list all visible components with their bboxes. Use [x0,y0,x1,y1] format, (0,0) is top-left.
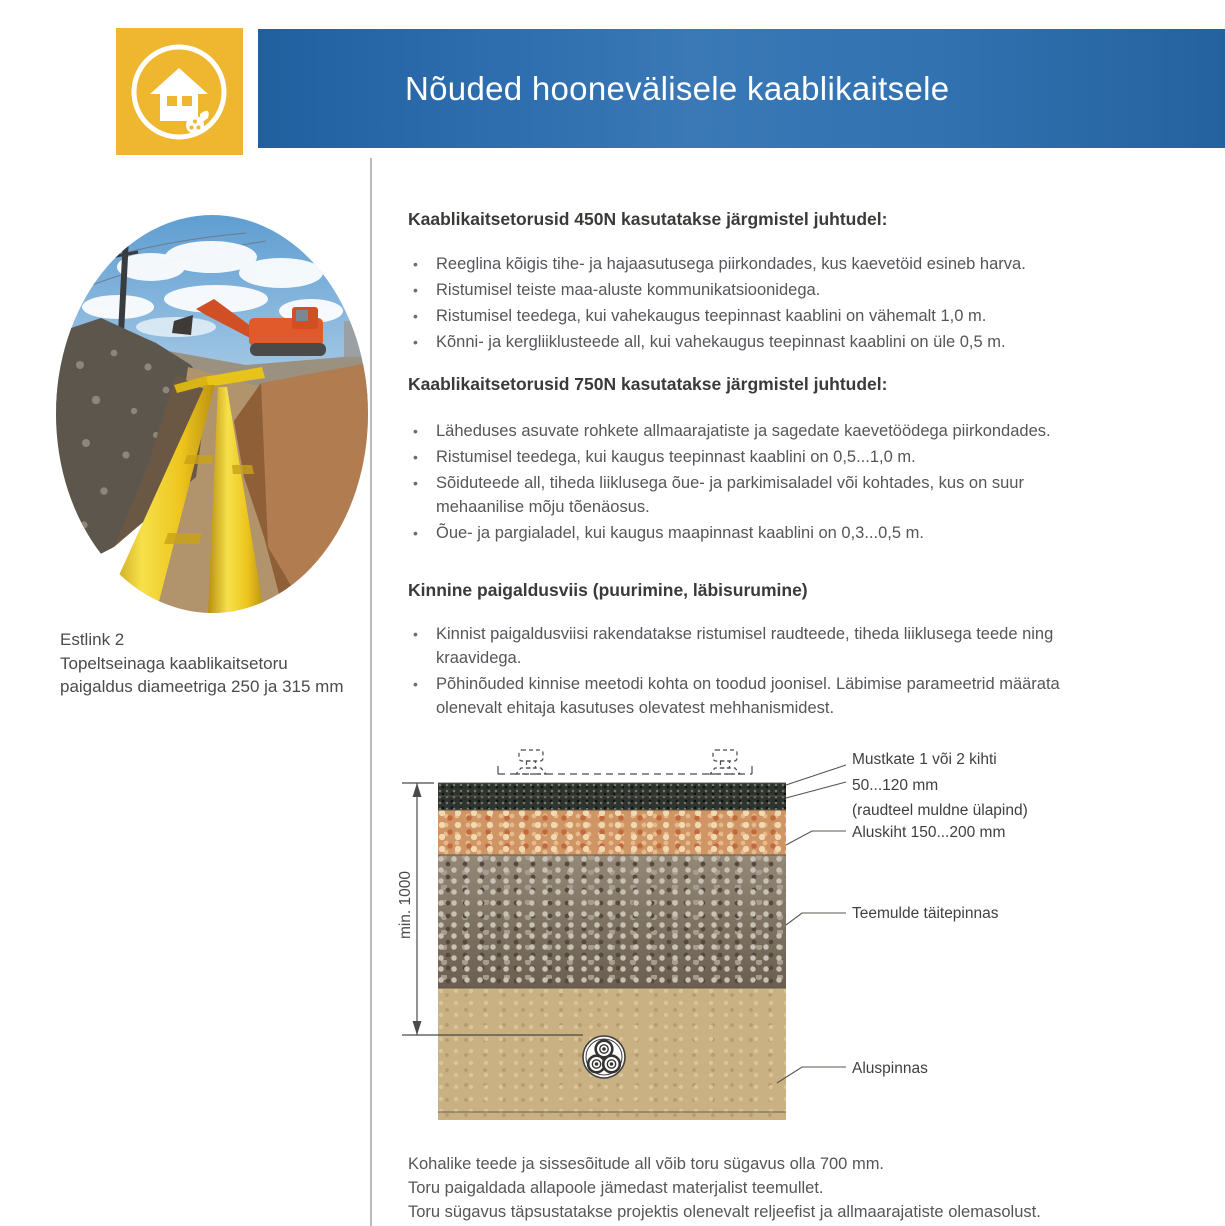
dimension-label: min. 1000 [397,870,414,940]
cable-duct-symbol [583,1036,625,1078]
label-asphalt [852,747,1132,824]
trench-photo-illustration [56,215,368,613]
list-item: • Reeglina kõigis tihe- ja hajaasutusega piirkondades, kus kaevetöid esineb harva. [408,252,1092,276]
page-header [258,29,1225,148]
footer-notes [408,1152,1118,1224]
section-heading-closed-method: Kinnine paigaldusviis (puurimine, läbisurumine) [408,580,808,600]
label-line: (raudteel muldne ülapind) [852,802,1028,819]
label-line: Mustkate 1 või 2 kihti [852,751,997,768]
list-item: • Ristumisel teiste maa-aluste kommunikatsioonidega. [408,278,1092,302]
list-item: • Ristumisel teedega, kui vahekaugus teepinnast kaablini on vähemalt 1,0 m. [408,304,1092,328]
footer-line: Toru sügavus täpsustatakse projektis olenevalt reljeefist ja allmaarajatiste olemasolust. [408,1203,1041,1221]
label-line: 50...120 mm [852,776,939,794]
section-heading-750n: Kaablikaitsetorusid 750N kasutatakse järgmistel juhtudel: [408,374,888,394]
bullet-list-750n [408,419,1092,547]
caption-line-1: Estlink 2 [60,630,125,649]
list-item: • Läheduses asuvate rohkete allmaarajatiste ja sagedate kaevetöödega piirkondades. [408,419,1092,443]
brand-tile [116,28,243,155]
list-item: • Kinnist paigaldusviisi rakendatakse ristumisel raudteede, tiheda liiklusega teede ning kraavidega. [408,622,1092,670]
list-item: • Ristumisel teedega, kui kaugus teepinnast kaablini on 0,5...1,0 m. [408,445,1092,469]
list-item: • Põhinõuded kinnise meetodi kohta on toodud joonisel. Läbimise parameetrid määrata olenevalt ehitaja kasutuses olevatest mehhanismidest. [408,672,1092,720]
section-heading-450n: Kaablikaitsetorusid 450N kasutatakse järgmistel juhtudel: [408,209,888,229]
bullet-list-closed-method [408,622,1092,722]
dimension-line [402,783,583,1035]
list-item: • Õue- ja pargialadel, kui kaugus maapinnast kaablini on 0,3...0,5 m. [408,521,1092,545]
bullet-list-450n [408,252,1092,356]
house-with-cable-icon [116,28,243,155]
photo-caption [60,628,380,699]
site-photo [56,215,368,613]
label-embankment-fill: Teemulde täitepinnas [852,905,999,922]
soil-cross-section-diagram [400,735,860,1135]
dashed-rail-profiles [498,750,752,774]
list-item: • Kõnni- ja kergliiklusteede all, kui vahekaugus teepinnast kaablini on üle 0,5 m. [408,330,1092,354]
leader-lines [777,765,846,1083]
footer-line: Toru paigaldada allapoole jämedast materjalist teemullet. [408,1179,824,1197]
label-base-course: Aluskiht 150...200 mm [852,824,1006,841]
label-subsoil: Aluspinnas [852,1060,928,1077]
page-title: Nõuded hoonevälisele kaablikaitsele [405,69,950,107]
diagram-linework [400,735,860,1135]
footer-line: Kohalike teede ja sissesõitude all võib toru sügavus olla 700 mm. [408,1155,885,1173]
list-item: • Sõiduteede all, tiheda liiklusega õue- ja parkimisaladel või kohtades, kus on suur mehaanilise mõju tõenäosus. [408,471,1092,519]
caption-line-3: paigaldus diameetriga 250 ja 315 mm [60,677,344,696]
caption-line-2: Topeltseinaga kaablikaitsetoru [60,653,288,673]
